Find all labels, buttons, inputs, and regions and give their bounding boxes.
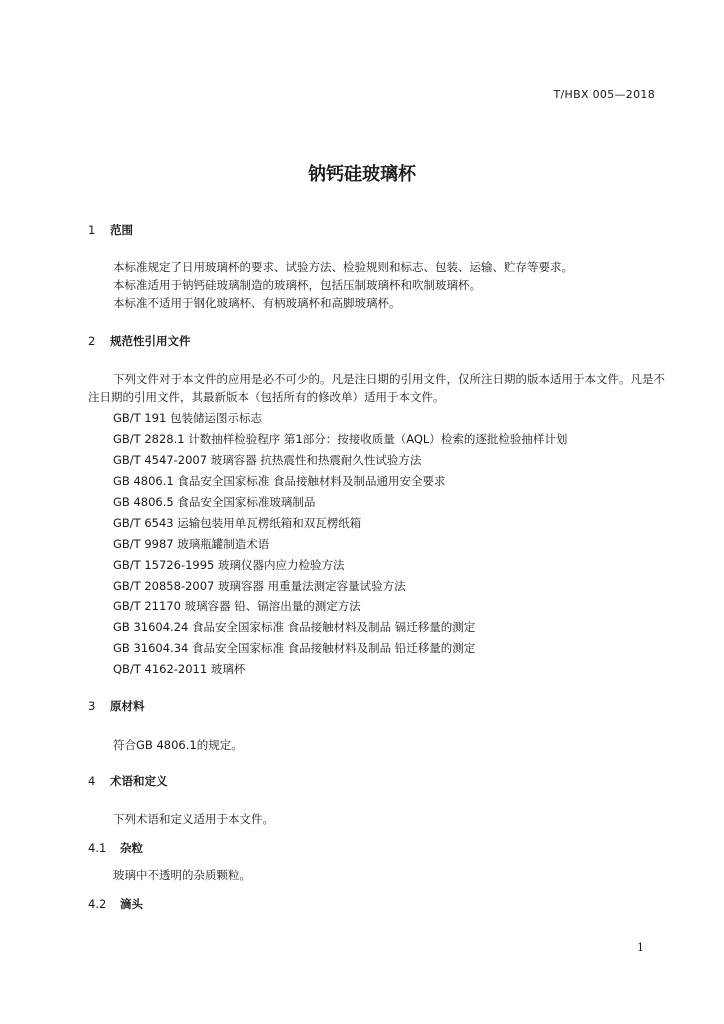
- subsection-title: 杂粒: [120, 841, 143, 855]
- section-title: 原材料: [110, 699, 145, 713]
- section-4-heading: [88, 773, 168, 789]
- subsection-number: 4.2: [88, 897, 107, 911]
- subsection-4-2-heading: [88, 896, 143, 912]
- document-title: 钠钙硅玻璃杯: [308, 164, 416, 185]
- subsection-title: 滴头: [120, 897, 143, 911]
- section-number: 4: [88, 774, 96, 788]
- section-2-heading: [88, 333, 191, 349]
- reference-item: GB/T 9987 玻璃瓶罐制造术语: [113, 537, 270, 551]
- reference-item: GB 4806.1 食品安全国家标准 食品接触材料及制品通用安全要求: [113, 474, 446, 488]
- section-number: 1: [88, 223, 96, 237]
- section-title: 规范性引用文件: [110, 334, 191, 348]
- reference-item: GB 31604.34 食品安全国家标准 食品接触材料及制品 铅迁移量的测定: [113, 641, 476, 655]
- reference-item: QB/T 4162-2011 玻璃杯: [113, 662, 246, 676]
- intro-paragraph: 下列文件对于本文件的应用是必不可少的。凡是注日期的引用文件，仅所注日期的版本适用于本文件。凡是不注日期的引用文件，其最新版本（包括所有的修改单）适用于本文件。: [88, 372, 665, 404]
- reference-item: GB/T 191 包装储运图示标志: [113, 411, 262, 425]
- subsection-number: 4.1: [88, 841, 107, 855]
- section-number: 2: [88, 334, 96, 348]
- reference-item: GB/T 6543 运输包装用单瓦楞纸箱和双瓦楞纸箱: [113, 516, 362, 530]
- reference-item: GB/T 4547-2007 玻璃容器 抗热震性和热震耐久性试验方法: [113, 453, 422, 467]
- paragraph: 本标准规定了日用玻璃杯的要求、试验方法、检验规则和标志、包装、运输、贮存等要求。: [113, 260, 573, 274]
- paragraph: 玻璃中不透明的杂质颗粒。: [113, 868, 251, 882]
- reference-item: GB/T 20858-2007 玻璃容器 用重量法测定容量试验方法: [113, 579, 406, 593]
- paragraph: 本标准适用于钠钙硅玻璃制造的玻璃杯，包括压制玻璃杯和吹制玻璃杯。: [113, 278, 481, 292]
- reference-item: GB/T 2828.1 计数抽样检验程序 第1部分：按接收质量（AQL）检索的逐批检验抽样计划: [113, 432, 568, 446]
- section-3-heading: [88, 698, 145, 714]
- reference-item: GB 4806.5 食品安全国家标准玻璃制品: [113, 495, 316, 509]
- paragraph: 符合GB 4806.1的规定。: [113, 738, 243, 752]
- reference-item: GB/T 15726-1995 玻璃仪器内应力检验方法: [113, 558, 345, 572]
- section-number: 3: [88, 699, 96, 713]
- subsection-4-1-heading: [88, 840, 143, 856]
- standard-code: T/HBX 005—2018: [553, 88, 655, 101]
- reference-item: GB/T 21170 玻璃容器 铅、镉溶出量的测定方法: [113, 599, 361, 613]
- paragraph: 下列术语和定义适用于本文件。: [113, 812, 274, 826]
- paragraph: 本标准不适用于钢化玻璃杯、有柄玻璃杯和高脚玻璃杯。: [113, 296, 401, 310]
- section-title: 范围: [110, 223, 133, 237]
- page-number: 1: [637, 941, 644, 954]
- section-title: 术语和定义: [110, 774, 168, 788]
- section-1-heading: [88, 222, 133, 238]
- reference-item: GB 31604.24 食品安全国家标准 食品接触材料及制品 镉迁移量的测定: [113, 620, 476, 634]
